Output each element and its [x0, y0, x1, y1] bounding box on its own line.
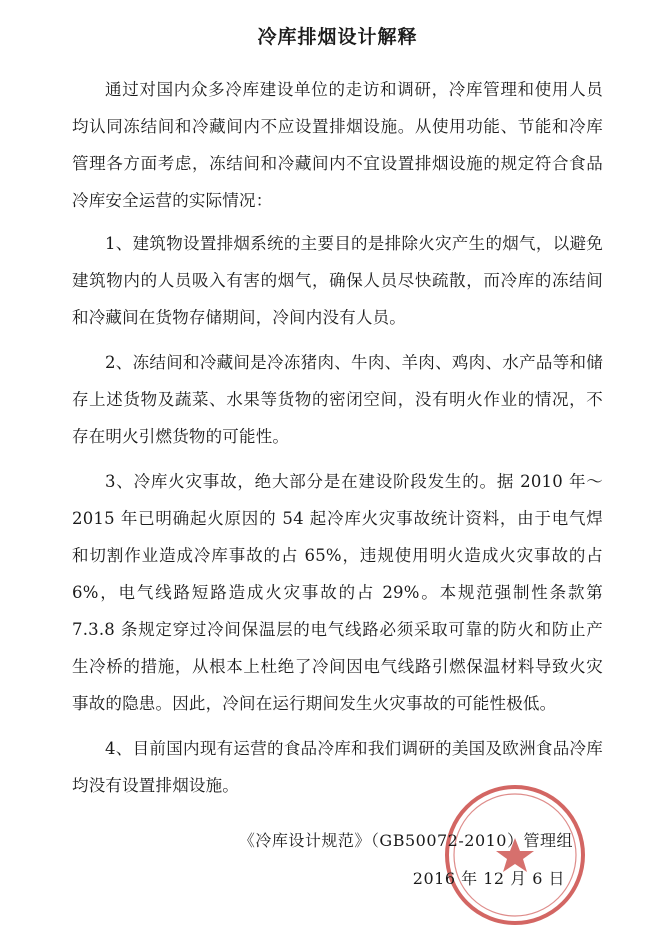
point-4-paragraph: 4、目前国内现有运营的食品冷库和我们调研的美国及欧洲食品冷库均没有设置排烟设施。 — [72, 739, 603, 795]
official-seal — [440, 780, 590, 930]
document-title: 冷库排烟设计解释 — [257, 26, 418, 48]
point-2-paragraph: 2、冻结间和冷藏间是冷冻猪肉、牛肉、羊肉、鸡肉、水产品等和储存上述货物及蔬菜、水果等货物的密闭空间，没有明火作业的情况，不存在明火引燃货物的可能性。 — [72, 353, 603, 446]
point-1-paragraph: 1、建筑物设置排烟系统的主要目的是排除火灾产生的烟气，以避免建筑物内的人员吸入有害的烟气，确保人员尽快疏散，而冷库的冻结间和冷藏间在货物存储期间，冷间内没有人员。 — [72, 234, 603, 327]
issue-date: 2016 年 12 月 6 日 — [412, 869, 565, 888]
intro-paragraph: 通过对国内众多冷库建设单位的走访和调研，冷库管理和使用人员均认同冻结间和冷藏间内不应设置排烟设施。从使用功能、节能和冷库管理各方面考虑，冻结间和冷藏间内不宜设置排烟设施的规定符合食品冷库安全运营的实际情况： — [72, 80, 603, 210]
issuer-signature: 《冷库设计规范》（GB50072-2010）管理组 — [238, 831, 573, 850]
point-3-paragraph: 3、冷库火灾事故，绝大部分是在建设阶段发生的。据 2010 年～2015 年已明确起火原因的 54 起冷库火灾事故统计资料，由于电气焊和切割作业造成冷库事故的占 65%，违规使用明火造成火灾事故的占 6%，电气线路短路造成火灾事故的占 29%。本规范强制性条款第 7.3.8 条规定穿过冷间保温层的电气线路必须采取可靠的防火和防止产生冷桥的措施，从根本上杜绝了冷间因电气线路引燃保温材料导致火灾事故的隐患。因此，冷间在运行期间发生火灾事故的可能性极低。 — [72, 472, 603, 713]
